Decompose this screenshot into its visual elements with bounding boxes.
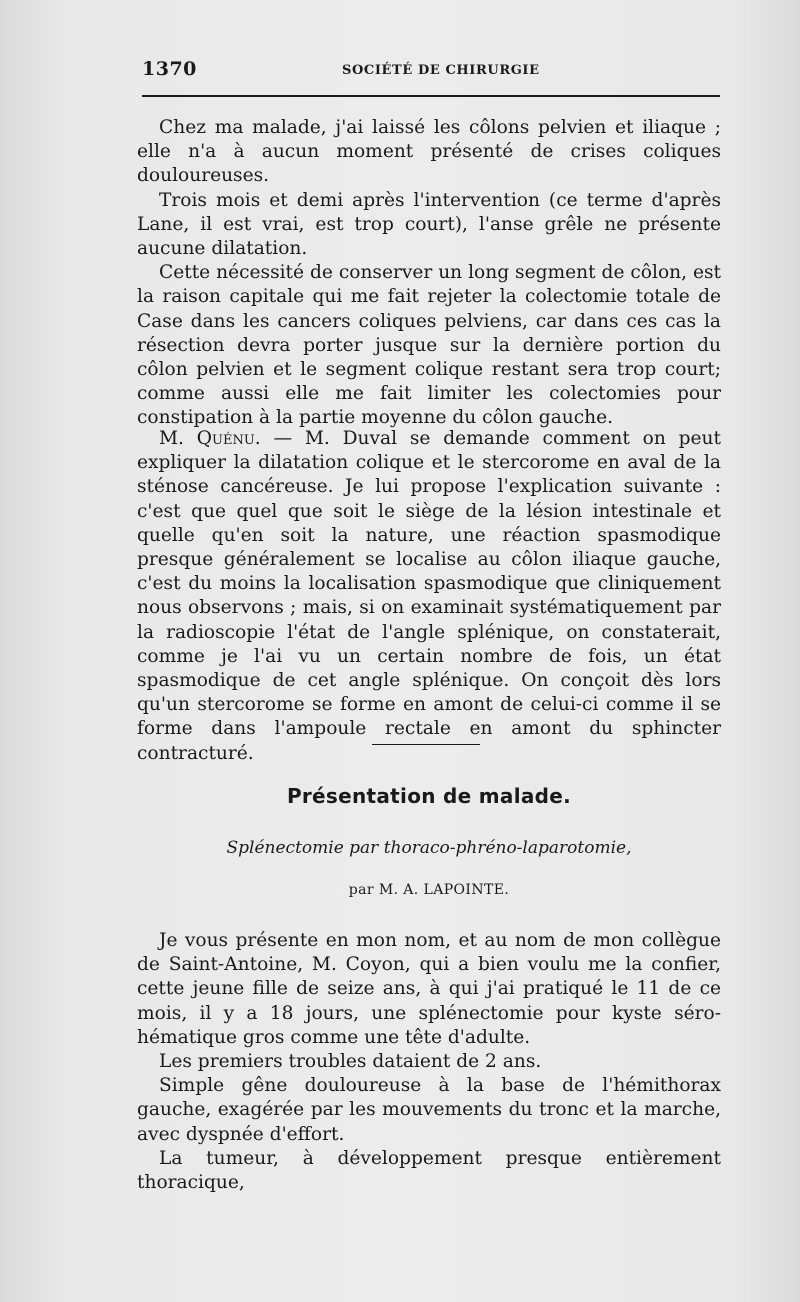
section-title: Présentation de malade. (286, 784, 572, 808)
paragraph: Simple gêne douloureuse à la base de l'hémithorax gauche, exagérée par les mouvements du tronc et la marche, avec dyspnée d'effort. (137, 1075, 721, 1145)
author-byline: par M. A. LAPOINTE. (348, 882, 510, 898)
paragraph: La tumeur, à développement presque entièrement thoracique, (137, 1147, 721, 1194)
speaker-name: M. Quénu. (159, 428, 261, 449)
paragraph: Cette nécessité de conserver un long segment de côlon, est la raison capitale qui me fait rejeter la colectomie totale de Case dans les cancers coliques pelviens, car dans ces cas la résection devra porter jusque sur la dernière portion du côlon pelvien et le segment colique restant sera trop court; comme aussi elle me fait limiter les colectomies pour constipation à la partie moyenne du côlon gauche. (137, 262, 721, 429)
paragraph-quenu (137, 427, 721, 766)
paragraph: Je vous présente en mon nom, et au nom de mon collègue de Saint-Antoine, M. Coyon, qui a bien voulu me la confier, cette jeune fille de seize ans, à qui j'ai pratiqué le 11 de ce mois, il y a 18 jours, une splénectomie pour kyste séro-hématique gros comme une tête d'adulte. (137, 930, 721, 1048)
header-rule (142, 95, 720, 97)
text-block-presentation (137, 929, 721, 1195)
paragraph: Chez ma malade, j'ai laissé les côlons pelvien et iliaque ; elle n'a à aucun moment présenté de crises coliques douloureuses. (137, 117, 721, 187)
paragraph-body: — M. Duval se demande comment on peut expliquer la dilatation colique et le stercorome en aval de la sténose cancéreuse. Je lui propose l'explication suivante : c'est que quel que soit le siège de la lésion intestinale et quelle qu'en soit la nature, une réaction spasmodique presque généralement se localise au côlon iliaque gauche, c'est du moins la localisation spasmodique que cliniquement nous observons ; mais, si on examinait systématiquement par la radioscopie l'état de l'angle splénique, on constaterait, comme je l'ai vu un certain nombre de fois, un état spasmodique de cet angle splénique. On conçoit dès lors qu'un stercorome se forme en amont de celui-ci comme il se forme dans l'ampoule rectale en amont du sphincter contracturé. (137, 428, 721, 764)
page-number: 1370 (142, 58, 197, 80)
section-divider (372, 744, 480, 745)
text-block-quenu (137, 427, 721, 766)
section-subtitle: Splénectomie par thoraco-phréno-laparotomie, (226, 838, 632, 858)
paragraph: Trois mois et demi après l'intervention (ce terme d'après Lane, il est vrai, est trop court), l'anse grêle ne présente aucune dilatation. (137, 189, 721, 260)
text-block-colectomy (137, 116, 721, 431)
page-header (142, 58, 720, 88)
running-head: SOCIÉTÉ DE CHIRURGIE (342, 63, 540, 78)
paragraph: Les premiers troubles dataient de 2 ans. (159, 1051, 542, 1073)
